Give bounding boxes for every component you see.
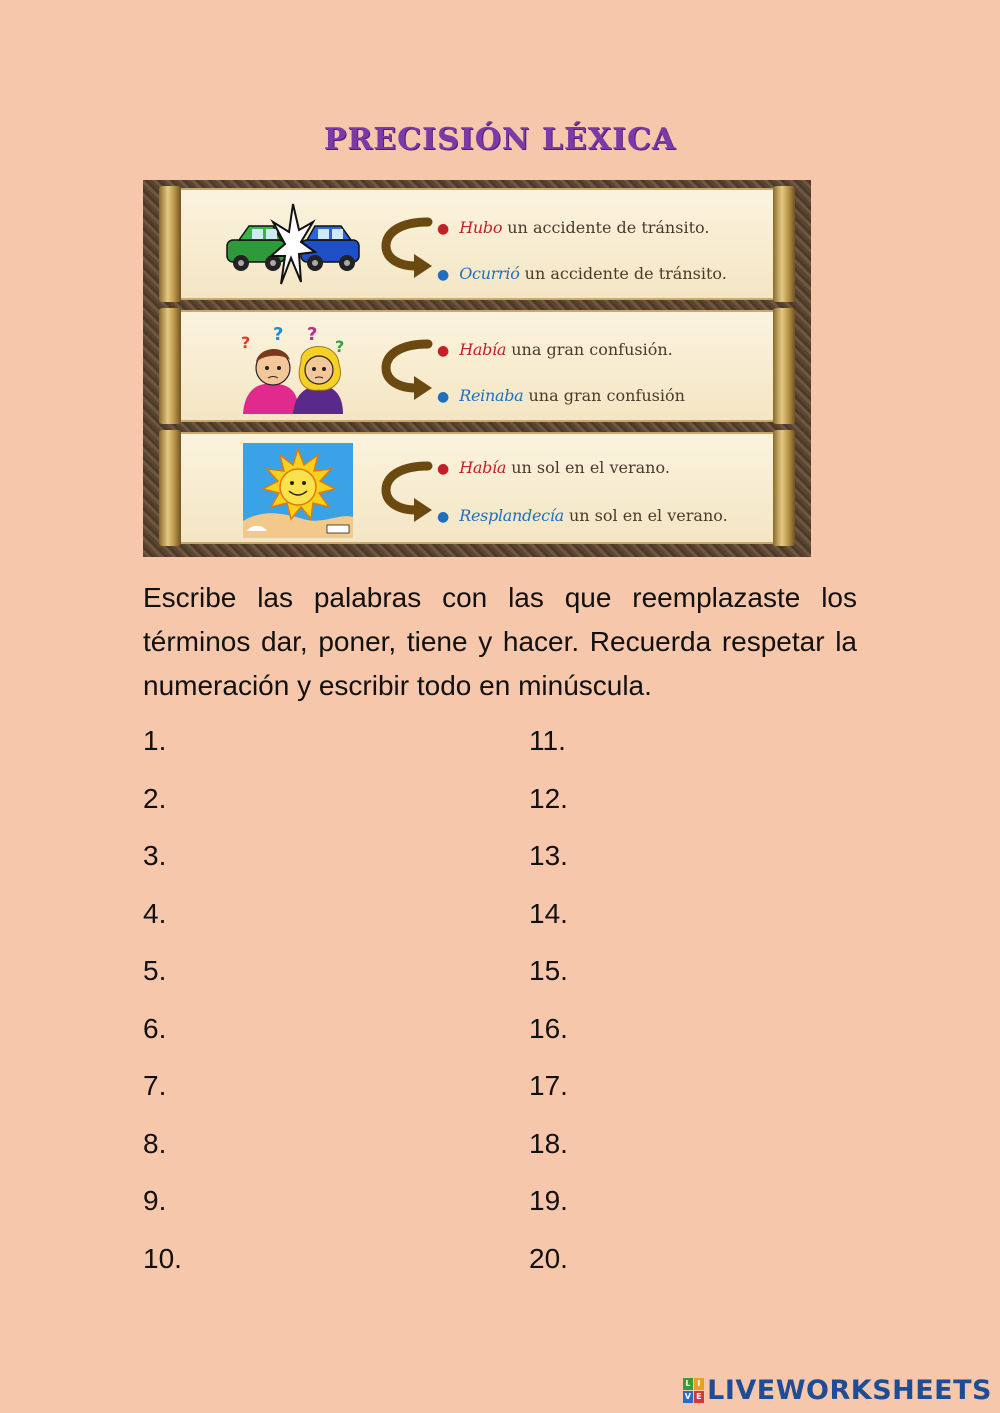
example-line-improved: ● Resplandecía un sol en el verano. bbox=[437, 506, 728, 525]
answer-number: 6. bbox=[143, 1012, 167, 1044]
answer-number: 5. bbox=[143, 955, 167, 986]
answer-number: 10. bbox=[143, 1242, 182, 1274]
liveworksheets-logo-icon: L I V E bbox=[683, 1378, 705, 1404]
bullet-icon: ● bbox=[437, 509, 450, 525]
bullet-icon: ● bbox=[437, 343, 450, 359]
answer-number: 18. bbox=[529, 1127, 568, 1159]
scroll-roll-icon bbox=[159, 308, 181, 424]
svg-text:?: ? bbox=[273, 324, 284, 345]
example-row bbox=[163, 310, 791, 422]
answer-list-right bbox=[529, 722, 568, 1297]
confused-people-image bbox=[223, 322, 363, 414]
answer-number: 9. bbox=[143, 1185, 167, 1216]
bullet-icon: ● bbox=[437, 389, 450, 405]
answer-number: 3. bbox=[143, 840, 167, 871]
answer-list-left bbox=[143, 722, 182, 1297]
answer-number: 14. bbox=[529, 897, 568, 929]
answer-number: 20. bbox=[529, 1242, 568, 1274]
sun-image bbox=[223, 440, 363, 538]
scroll-roll-icon bbox=[773, 308, 795, 424]
bullet-icon: ● bbox=[437, 461, 450, 477]
curved-arrow-icon bbox=[378, 458, 434, 522]
example-line-original: ● Había un sol en el verano. bbox=[437, 458, 670, 477]
answer-number: 4. bbox=[143, 897, 167, 929]
answer-number: 13. bbox=[529, 840, 568, 871]
svg-text:?: ? bbox=[307, 324, 318, 345]
example-line-original: ● Hubo un accidente de tránsito. bbox=[437, 218, 710, 237]
answer-number: 2. bbox=[143, 782, 167, 814]
curved-arrow-icon bbox=[378, 214, 434, 278]
answer-number: 12. bbox=[529, 782, 568, 814]
bullet-icon: ● bbox=[437, 267, 450, 283]
brand-name: LIVEWORKSHEETS bbox=[707, 1375, 992, 1406]
examples-panel bbox=[143, 180, 811, 557]
example-line-original: ● Había una gran confusión. bbox=[437, 340, 673, 359]
curved-arrow-icon bbox=[378, 336, 434, 400]
answer-number: 1. bbox=[143, 725, 167, 756]
car-crash-image bbox=[223, 200, 363, 292]
answer-number: 15. bbox=[529, 955, 568, 986]
example-row bbox=[163, 188, 791, 300]
answer-number: 19. bbox=[529, 1185, 568, 1216]
bullet-icon: ● bbox=[437, 221, 450, 237]
scroll-roll-icon bbox=[773, 430, 795, 546]
liveworksheets-brand bbox=[683, 1375, 992, 1406]
svg-text:?: ? bbox=[241, 333, 251, 352]
answer-number: 11. bbox=[529, 725, 566, 756]
example-row bbox=[163, 432, 791, 544]
scroll-roll-icon bbox=[159, 186, 181, 302]
page-title: PRECISIÓN LÉXICA bbox=[323, 122, 677, 157]
answer-number: 7. bbox=[143, 1070, 167, 1101]
example-line-improved: ● Ocurrió un accidente de tránsito. bbox=[437, 264, 727, 283]
answer-number: 8. bbox=[143, 1127, 167, 1159]
answer-number: 17. bbox=[529, 1070, 568, 1101]
svg-text:?: ? bbox=[335, 337, 345, 356]
instructions-text: Escribe las palabras con las que reemplazaste los términos dar, poner, tiene y hacer. Recuerda respetar la numeración y escribir todo en minúscula. bbox=[143, 582, 857, 701]
scroll-roll-icon bbox=[773, 186, 795, 302]
example-line-improved: ● Reinaba una gran confusión bbox=[437, 386, 685, 405]
answer-number: 16. bbox=[529, 1012, 568, 1044]
scroll-roll-icon bbox=[159, 430, 181, 546]
